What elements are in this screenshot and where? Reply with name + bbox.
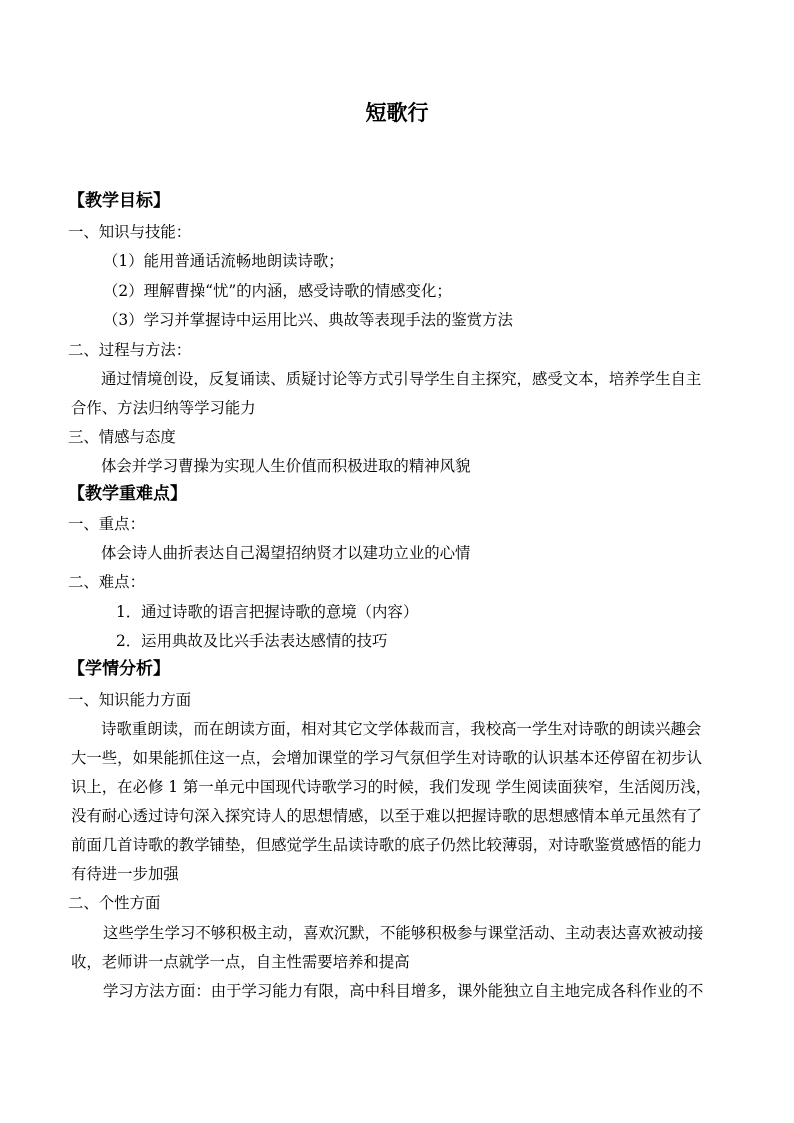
section-heading-key-difficult-points: 【教学重难点】	[68, 484, 187, 504]
list-item: 1．通过诗歌的语言把握诗歌的意境（内容）	[116, 603, 419, 621]
subsection-heading-difficult-points: 二、难点：	[68, 573, 145, 591]
section-heading-teaching-goals: 【教学目标】	[68, 191, 170, 211]
paragraph-line: 有待进一步加强	[71, 865, 179, 883]
paragraph-line: 前面几首诗歌的教学铺垫，但感觉学生品读诗歌的底子仍然比较薄弱，对诗歌鉴赏感悟的能力	[71, 836, 703, 854]
paragraph-line: 这些学生学习不够积极主动，喜欢沉默，不能够积极参与课堂活动、主动表达喜欢被动接	[103, 924, 704, 942]
list-item: （2）理解曹操“忧”的内涵，感受诗歌的情感变化；	[103, 282, 452, 300]
paragraph-line: 体会诗人曲折表达自己渴望招纳贤才以建功立业的心情	[101, 544, 471, 562]
paragraph-line: 诗歌重朗读，而在朗读方面，相对其它文学体裁而言，我校高一学生对诗歌的朗读兴趣会	[101, 720, 702, 738]
list-item: 2．运用典故及比兴手法表达感情的技巧	[116, 632, 388, 650]
paragraph-line: 体会并学习曹操为实现人生价值而积极进取的精神风貌	[101, 457, 471, 475]
paragraph-line: 大一些，如果能抓住这一点，会增加课堂的学习气氛但学生对诗歌的认识基本还停留在初步认	[71, 749, 703, 767]
paragraph-line: 学习方法方面：由于学习能力有限，高中科目增多，课外能独立自主地完成各科作业的不	[103, 982, 704, 1000]
subsection-heading-emotion-attitude: 三、情感与态度	[68, 428, 176, 446]
paragraph-line: 通过情境创设，反复诵读、质疑讨论等方式引导学生自主探究，感受文本，培养学生自主	[101, 370, 702, 388]
document-title: 短歌行	[365, 100, 429, 125]
subsection-heading-personality: 二、个性方面	[68, 894, 161, 912]
subsection-heading-knowledge-ability: 一、知识能力方面	[68, 691, 192, 709]
paragraph-line: 收，老师讲一点就学一点，自主性需要培养和提高	[71, 953, 410, 971]
section-heading-learner-analysis: 【学情分析】	[68, 659, 170, 679]
list-item: （3）学习并掌握诗中运用比兴、典故等表现手法的鉴赏方法	[103, 311, 513, 329]
subsection-heading-key-points: 一、重点：	[68, 515, 145, 533]
subsection-heading-knowledge-skills: 一、知识与技能：	[68, 223, 192, 241]
paragraph-line: 识上，在必修 1 第一单元中国现代诗歌学习的时候，我们发现 学生阅读面狭窄，生活阅历浅，	[71, 778, 712, 796]
paragraph-line: 合作、方法归纳等学习能力	[71, 399, 256, 417]
paragraph-line: 没有耐心透过诗句深入探究诗人的思想情感，以至于难以把握诗歌的思想感情本单元虽然有了	[71, 807, 703, 825]
subsection-heading-process-methods: 二、过程与方法：	[68, 341, 192, 359]
list-item: （1）能用普通话流畅地朗读诗歌；	[103, 252, 344, 270]
